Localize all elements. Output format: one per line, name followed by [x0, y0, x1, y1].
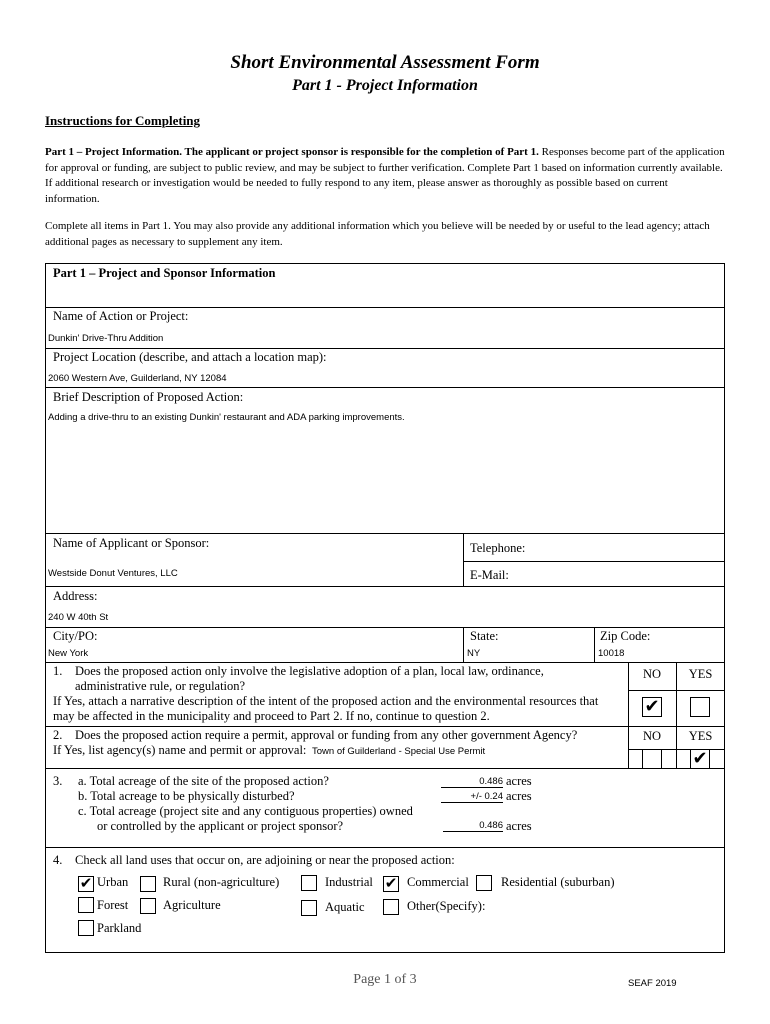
divider [45, 387, 725, 388]
divider [463, 627, 464, 662]
instructions-paragraph-2: Complete all items in Part 1. You may also provide any additional information which you believe will be needed by or useful to the lead agency; attach additional pages as necessary to supplement any item. [45, 220, 710, 248]
other-checkbox[interactable] [383, 899, 399, 915]
q1-text: Does the proposed action only involve the legislative adoption of a plan, local law, ordinance, [75, 664, 544, 678]
location-label: Project Location (describe, and attach a location map): [53, 350, 327, 364]
rural-checkbox[interactable] [140, 876, 156, 892]
q3b-label: b. Total acreage to be physically disturbed? [78, 789, 295, 803]
agriculture-label: Agriculture [163, 898, 221, 912]
q3c-label: c. Total acreage (project site and any contiguous properties) owned [78, 804, 413, 818]
instructions-heading: Instructions for Completing [45, 113, 201, 128]
description-label: Brief Description of Proposed Action: [53, 390, 244, 404]
other-label: Other(Specify): [407, 899, 486, 913]
q3a-label: a. Total acreage of the site of the proposed action? [78, 774, 329, 788]
divider [45, 533, 725, 534]
q2-no-label: NO [642, 729, 662, 743]
divider [45, 307, 725, 308]
instructions-p1-rest: Responses become part of the application for approval or funding, are subject to public review, and may be subject to further verification. Complete Part 1 based on information currently available. If additional research or investigation would be needed to fully respond to any item, please answer as thoroughly as possible based on current information. [45, 146, 725, 205]
q1-yes-checkbox[interactable] [690, 697, 710, 717]
q2-no-checkbox[interactable] [642, 749, 662, 769]
q1-yes-label: YES [688, 667, 713, 681]
form-id: SEAF 2019 [628, 978, 677, 989]
telephone-label: Telephone: [470, 541, 526, 555]
form-box [45, 263, 725, 953]
q1-text: administrative rule, or regulation? [75, 679, 246, 693]
q3a-unit: acres [506, 774, 532, 788]
urban-checkbox[interactable]: ✔ [79, 874, 93, 892]
q3-number: 3. [53, 774, 63, 788]
parkland-checkbox[interactable] [78, 920, 94, 936]
divider [45, 768, 725, 769]
form-subtitle: Part 1 - Project Information [292, 77, 478, 94]
q4-text: Check all land uses that occur on, are adjoining or near the proposed action: [75, 853, 455, 867]
q1-no-label: NO [642, 667, 662, 681]
q2-number: 2. [53, 728, 63, 742]
project-name-field[interactable]: Dunkin' Drive-Thru Addition [48, 333, 164, 344]
applicant-field[interactable]: Westside Donut Ventures, LLC [48, 568, 178, 579]
divider [594, 627, 595, 662]
rural-label: Rural (non-agriculture) [163, 875, 280, 889]
agriculture-checkbox[interactable] [140, 898, 156, 914]
aquatic-label: Aquatic [325, 900, 365, 914]
divider [628, 690, 725, 691]
residential-label: Residential (suburban) [501, 875, 615, 889]
city-label: City/PO: [53, 629, 98, 643]
divider [45, 726, 725, 727]
q2-yes-label: YES [688, 729, 713, 743]
zip-field[interactable]: 10018 [598, 648, 625, 659]
divider [45, 586, 725, 587]
parkland-label: Parkland [97, 921, 142, 935]
q3b-field[interactable]: +/- 0.24 [441, 791, 503, 803]
q1-number: 1. [53, 664, 63, 678]
q2-text: Does the proposed action require a permit, approval or funding from any other government Agency? [75, 728, 578, 742]
page-number: Page 1 of 3 [353, 972, 417, 987]
applicant-label: Name of Applicant or Sponsor: [53, 536, 210, 550]
divider [463, 561, 725, 562]
forest-checkbox[interactable] [78, 897, 94, 913]
q2-text: If Yes, list agency(s) name and permit or approval: [53, 743, 307, 757]
divider [45, 662, 725, 663]
instructions-paragraph-1 [45, 145, 725, 207]
q2-yes-checkbox[interactable]: ✔ [690, 749, 710, 769]
section-title: Part 1 – Project and Sponsor Information [53, 266, 276, 280]
divider [45, 847, 725, 848]
residential-checkbox[interactable] [476, 875, 492, 891]
q3c-label: or controlled by the applicant or project sponsor? [97, 819, 344, 833]
q1-text: If Yes, attach a narrative description of the intent of the proposed action and the environmental resources that [53, 694, 599, 708]
city-field[interactable]: New York [48, 648, 89, 659]
q4-number: 4. [53, 853, 63, 867]
form-title: Short Environmental Assessment Form [230, 52, 540, 73]
q3c-unit: acres [506, 819, 532, 833]
divider [45, 627, 725, 628]
aquatic-checkbox[interactable] [301, 900, 317, 916]
address-field[interactable]: 240 W 40th St [48, 612, 109, 623]
state-field[interactable]: NY [467, 648, 481, 659]
divider [463, 533, 464, 586]
industrial-checkbox[interactable] [301, 875, 317, 891]
commercial-label: Commercial [407, 875, 469, 889]
commercial-checkbox[interactable]: ✔ [384, 874, 398, 892]
instructions-p1-bold: Part 1 – Project Information. The applicant or project sponsor is responsible for the completion of Part 1. [45, 146, 539, 158]
q3a-field[interactable]: 0.486 [441, 776, 503, 788]
q1-no-checkbox[interactable]: ✔ [642, 697, 662, 717]
divider [45, 348, 725, 349]
email-label: E-Mail: [470, 568, 509, 582]
location-field[interactable]: 2060 Western Ave, Guilderland, NY 12084 [48, 373, 227, 384]
state-label: State: [470, 629, 499, 643]
forest-label: Forest [97, 898, 129, 912]
q2-agency-field[interactable]: Town of Guilderland - Special Use Permit [312, 746, 486, 757]
project-name-label: Name of Action or Project: [53, 309, 189, 323]
urban-label: Urban [97, 875, 129, 889]
industrial-label: Industrial [325, 875, 373, 889]
address-label: Address: [53, 589, 98, 603]
zip-label: Zip Code: [600, 629, 651, 643]
q3c-field[interactable]: 0.486 [443, 820, 503, 832]
description-field[interactable]: Adding a drive-thru to an existing Dunkin' restaurant and ADA parking improvements. [48, 412, 405, 423]
q3b-unit: acres [506, 789, 532, 803]
q1-text: may be affected in the municipality and proceed to Part 2. If no, continue to question 2. [53, 709, 490, 723]
